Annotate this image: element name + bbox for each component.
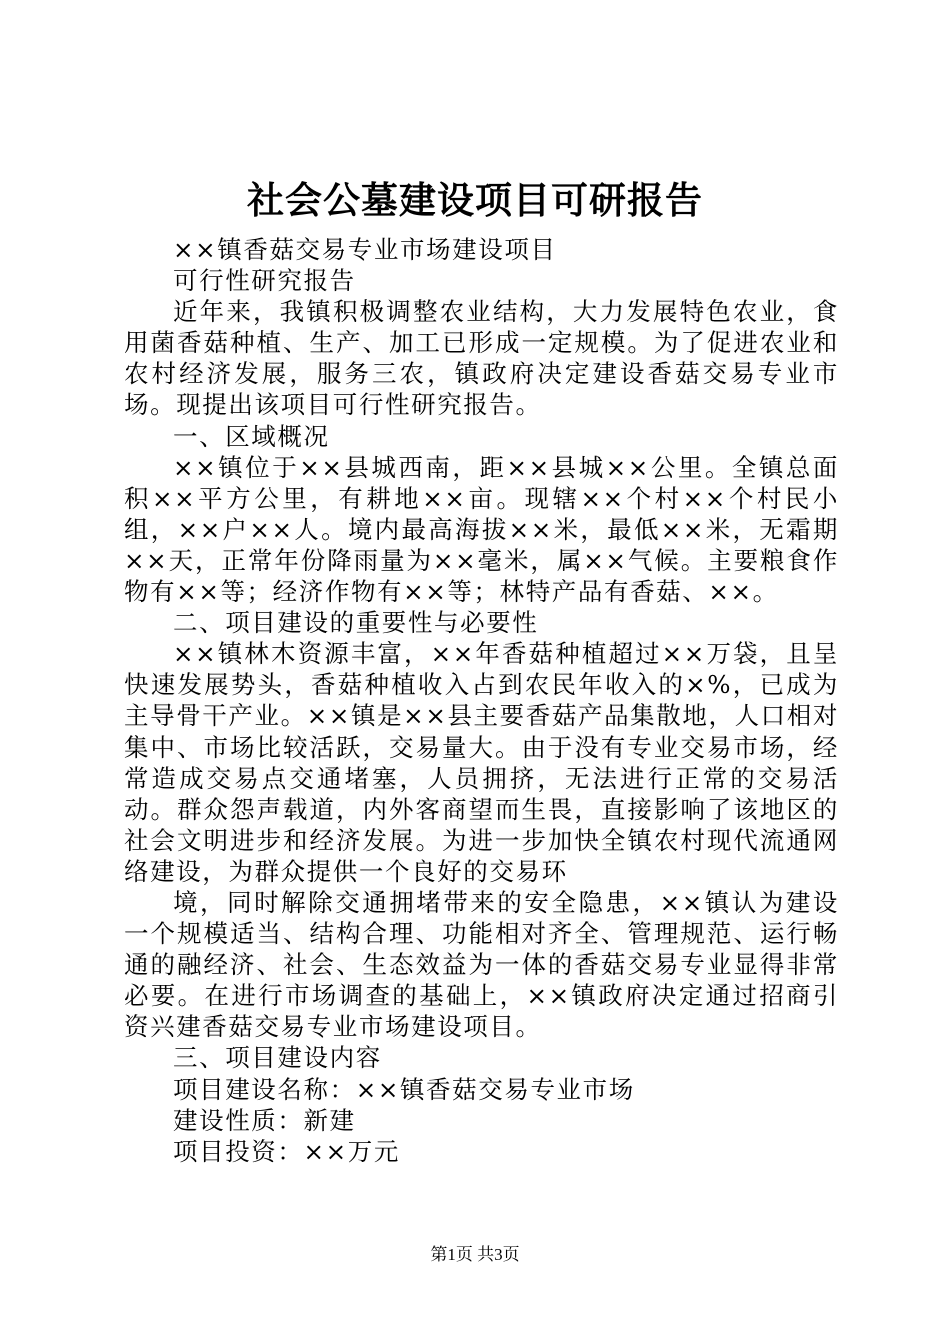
paragraph-report-type: 可行性研究报告	[173, 266, 356, 296]
document-body	[124, 234, 839, 1167]
paragraph-project-name: ××镇香菇交易专业市场建设项目	[173, 235, 557, 264]
page-number-footer: 第1页 共3页	[430, 1245, 520, 1264]
paragraph-intro: 近年来，我镇积极调整农业结构，大力发展特色农业，食用菌香菇种植、生产、加工已形成一定规模。为了促进农业和农村经济发展，服务三农，镇政府决定建设香菇交易专业市场。现提出该项目可行性研究报告。	[124, 297, 839, 420]
paragraph-region-overview: ××镇位于××县城西南，距××县城××公里。全镇总面积××平方公里，有耕地××亩。现辖××个村××个村民小组，××户××人。境内最高海拔××米，最低××米，无霜期××天，正常年份降雨量为××毫米，属××气候。主要粮食作物有××等；经济作物有××等；林特产品有香菇、××。	[124, 452, 839, 607]
section-heading-content: 三、项目建设内容	[173, 1043, 382, 1073]
paragraph-investment: 项目投资：××万元	[173, 1136, 400, 1166]
section-heading-importance: 二、项目建设的重要性与必要性	[173, 608, 539, 638]
section-heading-region: 一、区域概况	[173, 421, 330, 451]
document-title: 社会公墓建设项目可研报告	[247, 178, 703, 222]
paragraph-importance: ××镇林木资源丰富，××年香菇种植超过××万袋，且呈快速发展势头，香菇种植收入占到农民年收入的×%，已成为主导骨干产业。××镇是××县主要香菇产品集散地，人口相对集中、市场比较活跃，交易量大。由于没有专业交易市场，经常造成交易点交通堵塞，人员拥挤，无法进行正常的交易活动。群众怨声载道，内外客商望而生畏，直接影响了该地区的社会文明进步和经济发展。为进一步加快全镇农村现代流通网络建设，为群众提供一个良好的交易环	[124, 639, 839, 886]
paragraph-nature: 建设性质：新建	[173, 1105, 356, 1135]
paragraph-project-title: 项目建设名称：××镇香菇交易专业市场	[173, 1074, 635, 1104]
paragraph-importance-continued: 境，同时解除交通拥堵带来的安全隐患，××镇认为建设一个规模适当、结构合理、功能相对齐全、管理规范、运行畅通的融经济、社会、生态效益为一体的香菇交易专业显得非常必要。在进行市场调查的基础上，××镇政府决定通过招商引资兴建香菇交易专业市场建设项目。	[124, 887, 839, 1042]
